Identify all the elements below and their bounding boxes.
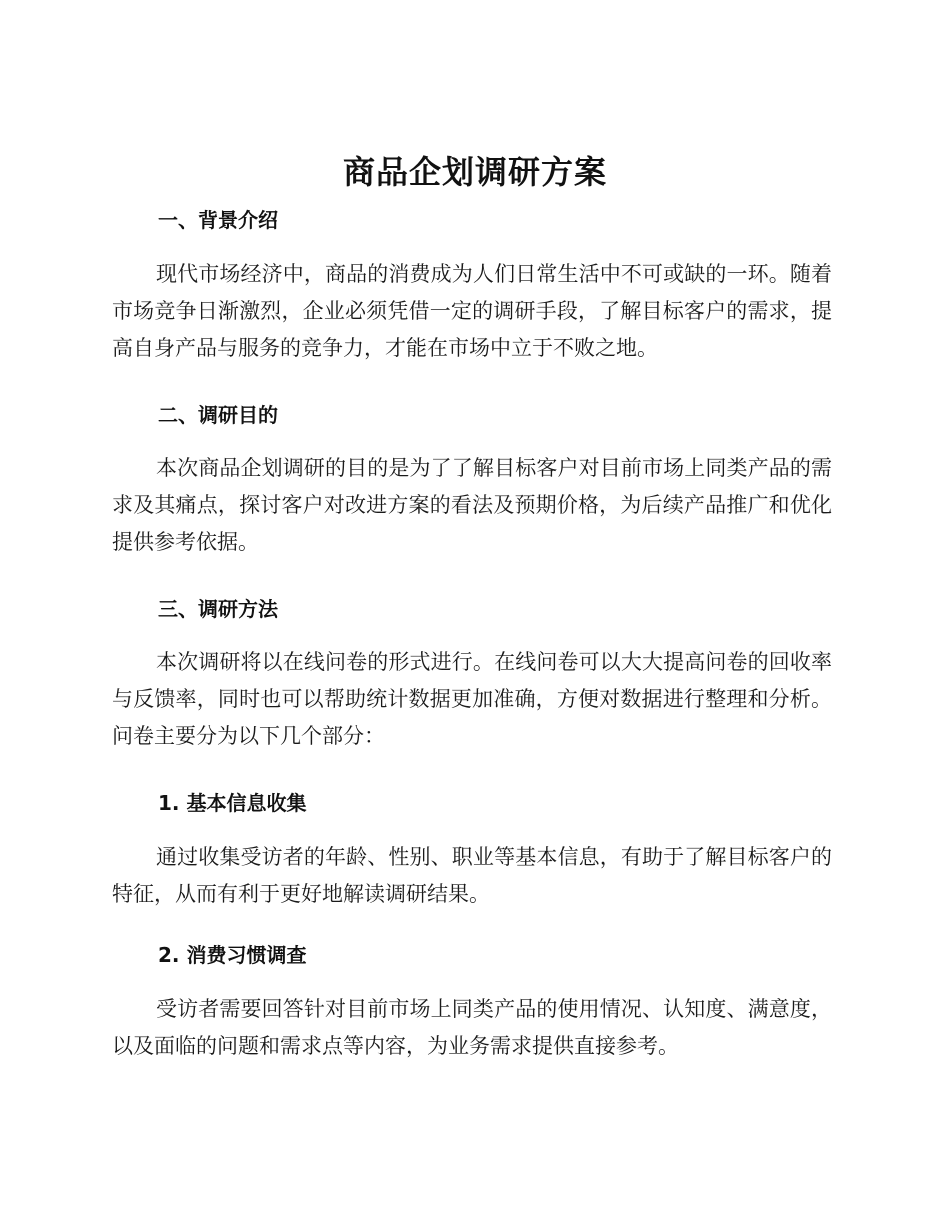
subsection-body-basic-info: 通过收集受访者的年龄、性别、职业等基本信息，有助于了解目标客户的特征，从而有利于更好地解读调研结果。 (112, 845, 832, 906)
subsection-heading-consumption-habits: 2. 消费习惯调查 (158, 943, 307, 967)
section-heading-background: 一、背景介绍 (158, 208, 278, 232)
document-title: 商品企划调研方案 (342, 153, 607, 191)
section-heading-method: 三、调研方法 (158, 597, 278, 621)
section-body-background: 现代市场经济中，商品的消费成为人们日常生活中不可或缺的一环。随着市场竞争日渐激烈，企业必须凭借一定的调研手段，了解目标客户的需求，提高自身产品与服务的竞争力，才能在市场中立于不败之地。 (112, 262, 832, 360)
subsection-body-consumption-habits: 受访者需要回答针对目前市场上同类产品的使用情况、认知度、满意度，以及面临的问题和需求点等内容，为业务需求提供直接参考。 (112, 997, 832, 1058)
section-body-purpose: 本次商品企划调研的目的是为了了解目标客户对目前市场上同类产品的需求及其痛点，探讨客户对改进方案的看法及预期价格，为后续产品推广和优化提供参考依据。 (112, 456, 832, 554)
section-body-method: 本次调研将以在线问卷的形式进行。在线问卷可以大大提高问卷的回收率与反馈率，同时也可以帮助统计数据更加准确，方便对数据进行整理和分析。问卷主要分为以下几个部分： (112, 650, 832, 748)
section-heading-purpose: 二、调研目的 (158, 403, 278, 427)
subsection-heading-basic-info: 1. 基本信息收集 (158, 791, 307, 815)
